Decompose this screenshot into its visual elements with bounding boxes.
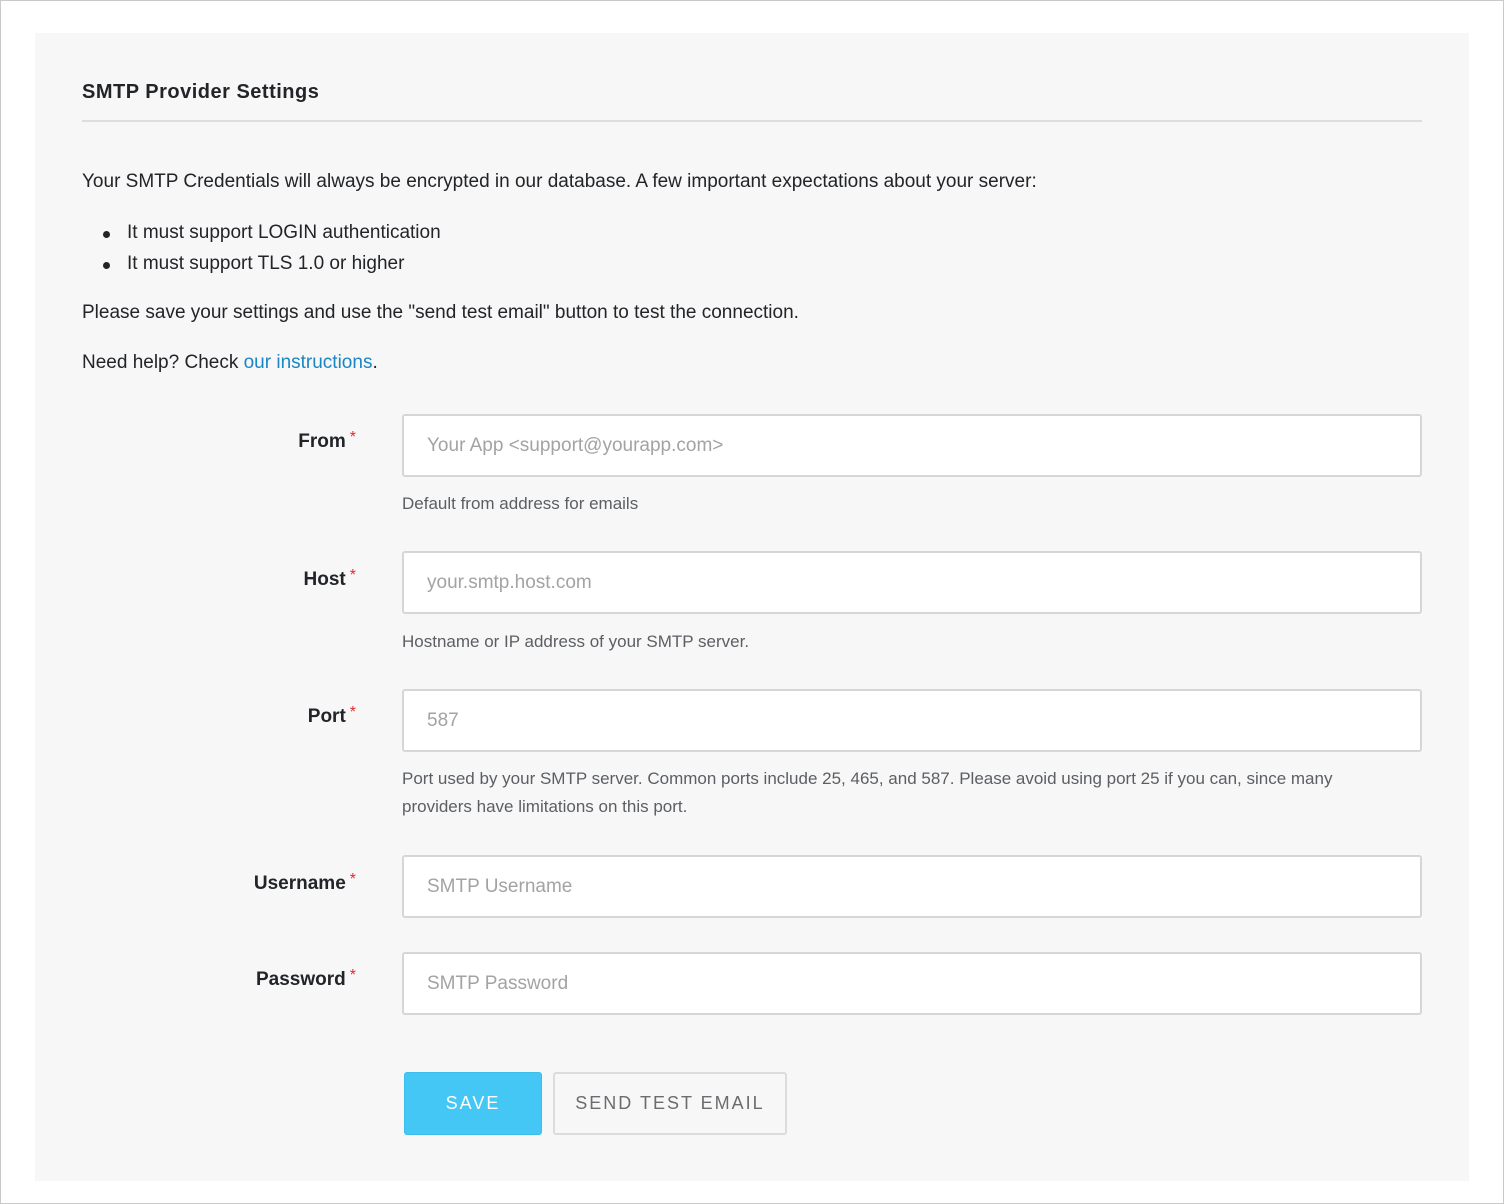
requirements-list (82, 221, 441, 283)
required-marker: * (349, 871, 356, 888)
from-input[interactable] (402, 414, 1422, 477)
required-marker: * (349, 429, 356, 446)
send-test-email-button[interactable]: SEND TEST EMAIL (553, 1072, 787, 1135)
help-prefix: Need help? Check (82, 352, 244, 373)
section-title: SMTP Provider Settings (82, 81, 320, 103)
from-label-text: From (298, 431, 346, 452)
save-button[interactable]: SAVE (404, 1072, 542, 1135)
port-input[interactable] (402, 689, 1422, 752)
intro-text: Your SMTP Credentials will always be encrypted in our database. A few important expectations about your server: (82, 171, 1037, 192)
password-input[interactable] (402, 952, 1422, 1015)
from-label (82, 431, 356, 453)
from-help: Default from address for emails (402, 494, 639, 513)
port-label-text: Port (307, 706, 346, 727)
port-help: Port used by your SMTP server. Common ports include 25, 465, and 587. Please avoid using port 25 if you can, since many providers have limitations on this port. (402, 769, 1333, 816)
requirement-text: It must support LOGIN authentication (127, 222, 441, 243)
host-help: Hostname or IP address of your SMTP server. (402, 632, 750, 651)
password-label-text: Password (256, 969, 346, 990)
bullet-icon (103, 231, 110, 238)
host-label (82, 569, 356, 591)
port-label (82, 706, 356, 728)
username-input[interactable] (402, 855, 1422, 918)
help-suffix: . (372, 352, 378, 373)
requirement-text: It must support TLS 1.0 or higher (127, 253, 405, 274)
username-label (82, 873, 356, 895)
required-marker: * (349, 967, 356, 984)
bullet-icon (103, 262, 110, 269)
help-text (82, 352, 378, 374)
smtp-settings-panel (35, 33, 1469, 1181)
instructions-link[interactable]: our instructions (243, 352, 373, 373)
list-item (82, 221, 441, 252)
host-label-text: Host (303, 569, 346, 590)
title-divider (82, 120, 1422, 122)
required-marker: * (349, 567, 356, 584)
username-label-text: Username (253, 873, 346, 894)
host-input[interactable] (402, 551, 1422, 614)
list-item (82, 252, 441, 283)
save-note: Please save your settings and use the "send test email" button to test the connection. (82, 302, 799, 323)
password-label (82, 969, 356, 991)
required-marker: * (349, 704, 356, 721)
